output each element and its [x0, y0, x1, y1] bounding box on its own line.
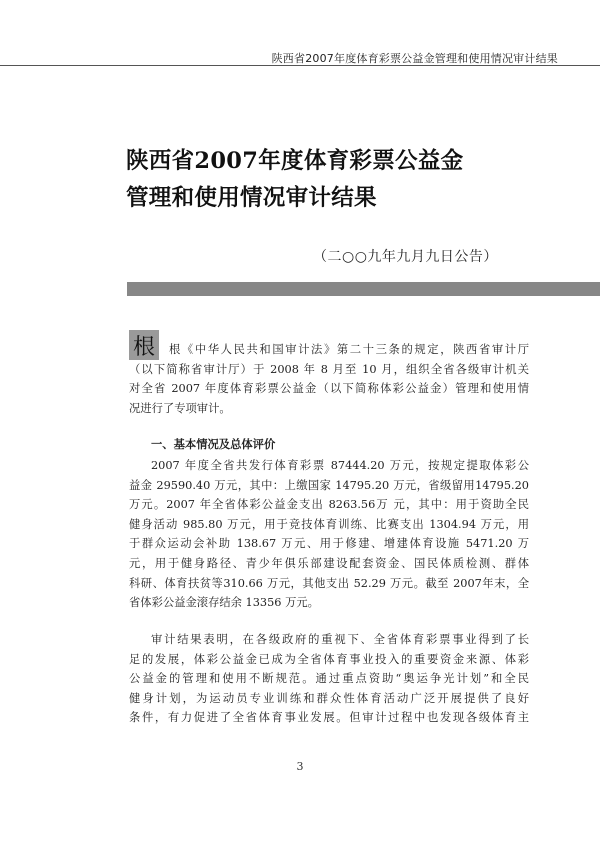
text-line: 健身计划，为运动员专业训练和群众性体育活动广泛开展提供了良好 — [129, 691, 529, 705]
intro-paragraph — [129, 340, 529, 418]
text-line: 条件，有力促进了全省体育事业发展。但审计过程中也发现各级体育主 — [129, 711, 529, 725]
paragraph-2 — [129, 630, 529, 728]
document-title-line-1: 陕西省2007年度体育彩票公益金 — [126, 148, 464, 174]
page-number: 3 — [296, 760, 304, 773]
announcement-date: （二○○九年九月九日公告） — [313, 249, 498, 265]
text-line: 足的发展，体彩公益金已成为全省体育事业投入的重要资金来源、体彩 — [129, 652, 529, 666]
document-title-line-2: 管理和使用情况审计结果 — [126, 185, 377, 211]
text-line: 省体彩公益金滚存结余 13356 万元。 — [129, 596, 319, 610]
text-line: 根《中华人民共和国审计法》第二十三条的规定，陕西省审计厅 — [169, 343, 529, 356]
text-line: 益金 29590.40 万元，其中：上缴国家 14795.20 万元，省级留用14795.20 — [129, 478, 529, 492]
text-line: 审计结果表明，在各级政府的重视下、全省体育彩票事业得到了长 — [151, 633, 529, 646]
paragraph-1 — [129, 456, 529, 613]
header-rule — [0, 65, 600, 66]
section-1 — [129, 435, 529, 455]
text-line: 况进行了专项审计。 — [129, 401, 231, 415]
text-line: 健身活动 985.80 万元，用于竞技体育训练、比赛支出 1304.94 万元，用 — [129, 517, 529, 531]
text-line: 对全省 2007 年度体育彩票公益金（以下简称体彩公益金）管理和使用情 — [129, 382, 529, 396]
text-line: 科研、体育扶贫等310.66 万元，其他支出 52.29 万元。截至 2007年末，全 — [129, 576, 529, 590]
text-line: （以下简称省审计厅）于 2008 年 8 月至 10 月，组织全省各级审计机关 — [129, 362, 529, 376]
text-line: 2007 年度全省共发行体育彩票 87444.20 万元，按规定提取体彩公 — [151, 459, 529, 472]
text-line: 公益金的管理和使用不断规范。通过重点资助“奥运争光计划”和全民 — [129, 672, 529, 686]
text-line: 万元。2007 年全省体彩公益金支出 8263.56万 元，其中：用于资助全民 — [129, 498, 529, 512]
text-line: 于群众运动会补助 138.67 万元、用于修建、增建体育设施 5471.20 万 — [129, 537, 529, 551]
drop-cap: 根 — [129, 330, 159, 360]
section-heading: 一、基本情况及总体评价 — [151, 438, 276, 451]
title-divider-bar — [127, 282, 600, 296]
running-header: 陕西省2007年度体育彩票公益金管理和使用情况审计结果 — [271, 52, 558, 65]
text-line: 元，用于健身路径、青少年俱乐部建设配套资金、国民体质检测、群体 — [129, 556, 529, 570]
